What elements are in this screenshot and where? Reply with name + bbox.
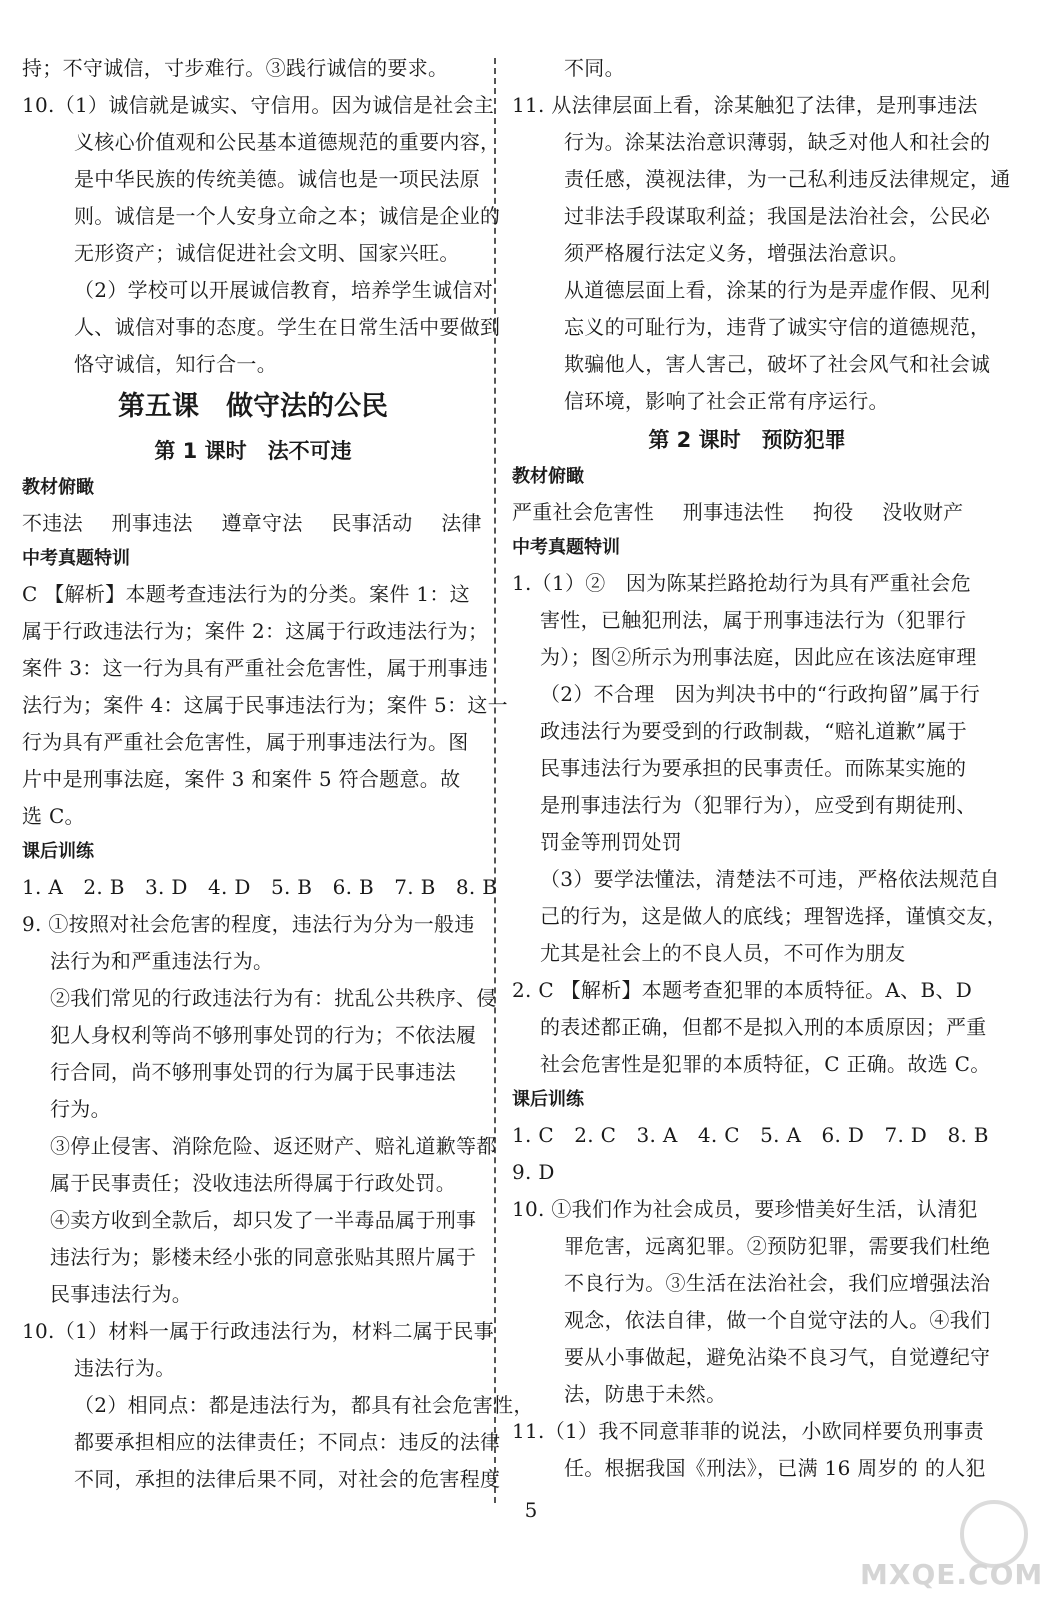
text-line: （2）学校可以开展诚信教育，培养学生诚信对 [74, 278, 494, 302]
text-line: 行为。涂某法治意识薄弱，缺乏对他人和社会的 [564, 130, 991, 154]
text-line: 罚金等刑罚处罚 [540, 830, 683, 854]
text-line: 都要承担相应的法律责任；不同点：违反的法律 [74, 1430, 501, 1454]
text-line: 法，防患于未然。 [564, 1382, 727, 1406]
text-line: 社会危害性是犯罪的本质特征，C 正确。故选 C。 [540, 1052, 991, 1076]
text-line: ③停止侵害、消除危险、返还财产、赔礼道歉等都 [50, 1134, 497, 1158]
section-heading: 教材俯瞰 [22, 477, 94, 498]
term: 拘役 [812, 500, 854, 524]
page-number: 5 [524, 1498, 538, 1522]
text-line: 选 C。 [22, 804, 85, 828]
section-heading: 课后训练 [22, 841, 94, 862]
text-line: 行合同，尚不够刑事处罚的行为属于民事违法 [50, 1060, 456, 1084]
term: 遵章守法 [221, 511, 303, 535]
text-line: 9. ①按照对社会危害的程度，违法行为分为一般违 [22, 912, 475, 936]
text-line: 违法行为。 [74, 1356, 176, 1380]
text-line: 片中是刑事法庭，案件 3 和案件 5 符合题意。故 [22, 767, 461, 791]
text-line: ②我们常见的行政违法行为有：扰乱公共秩序、侵 [50, 986, 497, 1010]
text-line: 过非法手段谋取利益；我国是法治社会，公民必 [564, 204, 991, 228]
text-line: 行为具有严重社会危害性，属于刑事违法行为。图 [22, 730, 469, 754]
text-line: 己的行为，这是做人的底线；理智选择，谨慎交友， [540, 904, 1007, 928]
text-line: 10.（1）材料一属于行政违法行为，材料二属于民事 [22, 1319, 495, 1343]
term: 刑事违法性 [682, 500, 785, 524]
term: 严重社会危害性 [512, 500, 655, 524]
text-line: 不同。 [564, 56, 625, 80]
text-line: 尤其是社会上的不良人员，不可作为朋友 [540, 941, 906, 965]
period-title: 第 1 课时 法不可违 [154, 439, 352, 463]
text-line: 义核心价值观和公民基本道德规范的重要内容， [74, 130, 501, 154]
text-line: 10.（1）诚信就是诚实、守信用。因为诚信是社会主 [22, 93, 495, 117]
text-line: 法行为；案件 4：这属于民事违法行为；案件 5：这一 [22, 693, 508, 717]
text-line: ④卖方收到全款后，却只发了一半毒品属于刑事 [50, 1208, 477, 1232]
text-line: 人、诚信对事的态度。学生在日常生活中要做到 [74, 315, 501, 339]
text-line: 要从小事做起，避免沾染不良习气，自觉遵纪守 [564, 1345, 991, 1369]
text-line: 不良行为。③生活在法治社会，我们应增强法治 [564, 1271, 991, 1295]
text-line: 违法行为；影楼未经小张的同意张贴其照片属于 [50, 1245, 477, 1269]
watermark-text: MXQE.COM [860, 1558, 1044, 1591]
term-list [22, 505, 484, 542]
term: 民事活动 [331, 511, 413, 535]
text-line: 无形资产；诚信促进社会文明、国家兴旺。 [74, 241, 460, 265]
text-line: 欺骗他人，害人害己，破坏了社会风气和社会诚 [564, 352, 991, 376]
term: 没收财产 [882, 500, 964, 524]
text-line: 的表述都正确，但都不是拟入刑的本质原因；严重 [540, 1015, 987, 1039]
text-line: 不同，承担的法律后果不同，对社会的危害程度 [74, 1467, 501, 1491]
section-heading: 中考真题特训 [512, 537, 620, 558]
term-list [512, 494, 982, 531]
text-line: 1.（1）② 因为陈某拦路抢劫行为具有严重社会危 [512, 571, 972, 595]
answer-line: 1. C 2. C 3. A 4. C 5. A 6. D 7. D 8. B [512, 1123, 989, 1147]
text-line: 民事违法行为要承担的民事责任。而陈某实施的 [540, 756, 967, 780]
text-line: 行为。 [50, 1097, 111, 1121]
text-line: 从道德层面上看，涂某的行为是弄虚作假、见利 [564, 278, 991, 302]
text-line: （3）要学法懂法，清楚法不可违，严格依法规范自 [540, 867, 1000, 891]
term: 法律 [441, 511, 482, 535]
text-line: 案件 3：这一行为具有严重社会危害性，属于刑事违 [22, 656, 489, 680]
answer-line: 1. A 2. B 3. D 4. D 5. B 6. B 7. B 8. B [22, 875, 498, 899]
answer-line: 9. D [512, 1160, 555, 1184]
right-column [512, 50, 1011, 1487]
text-line: 是中华民族的传统美德。诚信也是一项民法原 [74, 167, 480, 191]
term: 刑事违法 [111, 511, 193, 535]
term: 不违法 [22, 511, 83, 535]
text-line: 责任感，漠视法律，为一己私利违反法律规定，通 [564, 167, 1011, 191]
text-line: 10. ①我们作为社会成员，要珍惜美好生活，认清犯 [512, 1197, 978, 1221]
text-line: 法行为和严重违法行为。 [50, 949, 274, 973]
text-line: 忘义的可耻行为，违背了诚实守信的道德规范， [564, 315, 991, 339]
section-heading: 课后训练 [512, 1089, 584, 1110]
text-line: 2. C 【解析】本题考查犯罪的本质特征。A、B、D [512, 978, 973, 1002]
text-line: C 【解析】本题考查违法行为的分类。案件 1：这 [22, 582, 470, 606]
text-line: 须严格履行法定义务，增强法治意识。 [564, 241, 910, 265]
text-line: 信环境，影响了社会正常有序运行。 [564, 389, 889, 413]
text-line: 恪守诚信，知行合一。 [74, 352, 277, 376]
section-heading: 中考真题特训 [22, 548, 130, 569]
text-line: 任。根据我国《刑法》，已满 16 周岁的 的人犯 [564, 1456, 986, 1480]
text-line: 害性，已触犯刑法，属于刑事违法行为（犯罪行 [540, 608, 967, 632]
watermark [860, 1500, 1050, 1590]
text-line: 罪危害，远离犯罪。②预防犯罪，需要我们杜绝 [564, 1234, 991, 1258]
text-line: 政违法行为要受到的行政制裁，“赔礼道歉”属于 [540, 719, 968, 743]
text-line: （2）不合理 因为判决书中的“行政拘留”属于行 [540, 682, 981, 706]
text-line: （2）相同点：都是违法行为，都具有社会危害性， [74, 1393, 534, 1417]
period-title: 第 2 课时 预防犯罪 [648, 428, 846, 452]
text-line: 11. 从法律层面上看，涂某触犯了法律，是刑事违法 [512, 93, 978, 117]
text-line: 犯人身权利等尚不够刑事处罚的行为；不依法履 [50, 1023, 477, 1047]
text-line: 民事违法行为。 [50, 1282, 193, 1306]
text-line: 属于行政违法行为；案件 2：这属于行政违法行为； [22, 619, 489, 643]
lesson-title: 第五课 做守法的公民 [118, 391, 388, 422]
column-divider [494, 58, 496, 1503]
text-line: 是刑事违法行为（犯罪行为），应受到有期徒刑、 [540, 793, 977, 817]
text-line: 属于民事责任；没收违法所得属于行政处罚。 [50, 1171, 456, 1195]
section-heading: 教材俯瞰 [512, 466, 584, 487]
text-line: 为）；图②所示为刑事法庭，因此应在该法庭审理 [540, 645, 977, 669]
text-line: 11.（1）我不同意菲菲的说法，小欧同样要负刑事责 [512, 1419, 985, 1443]
text-line: 持；不守诚信，寸步难行。③践行诚信的要求。 [22, 56, 449, 80]
text-line: 观念，依法自律，做一个自觉守法的人。④我们 [564, 1308, 991, 1332]
text-line: 则。诚信是一个人安身立命之本；诚信是企业的 [74, 204, 501, 228]
